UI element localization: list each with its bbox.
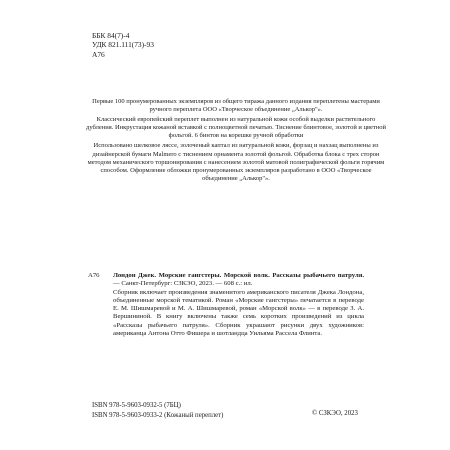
edition-note: Первые 100 пронумерованных экземпляров из общего тиража данного издания переплетены мастерами ручного переплета ООО «Творческое объединение „Алькор"». [92, 98, 380, 114]
bib-heading: Лондон Джек. Морские гангстеры. Морской волк. Рассказы рыбачьего патруля. [113, 272, 364, 279]
bib-imprint: — Санкт-Петербург: СЗКЭО, 2023. — 608 с.: ил. [113, 280, 253, 288]
copyright-notice: © СЗКЭО, 2023 [312, 410, 358, 417]
isbn-block [92, 401, 223, 420]
edition-notes [86, 98, 386, 185]
isbn-line: ISBN 978-5-9603-0933-2 (Кожаный переплет) [92, 411, 224, 419]
isbn-line: ISBN 978-5-9603-0932-5 (7БЦ) [92, 402, 181, 409]
edition-note: Классический европейский переплет выполнен из натуральной кожи особой выделки растительного дубления. Инкрустация кожаной вставкой с полноцветной печатью. Тиснение блинтовое, золотой и цветной фольгой. 6 бинтов на корешке ручной обработки [86, 116, 386, 140]
bib-index: А76 [88, 272, 100, 279]
bib-annotation: Сборник включает произведения знаменитого американского писателя Джека Лондона, объединенные морской тематикой. Роман «Морские гангстеры» печатается в переводе Е. М. Шишмаревой и М. А. Шишмаревой, роман «Морской волк» — в переводе З. А. Вершининой. В книгу включены также семь коротких произведений из цикла «Рассказы рыбачьего патруля». Сборник украшают рисунки двух художников: американца Антона Отто Фишера и шотландца Уильяма Рассела Флинта. [113, 288, 364, 338]
classification-codes [92, 31, 154, 59]
udk-code: УДК 821.111(73)-93 [92, 40, 154, 50]
author-mark: А76 [92, 49, 105, 59]
bib-body [113, 272, 364, 338]
edition-note: Использовано шелковое ляссе, золоченый каптал из натуральной кожи, форзац и нахзац выполнены из дизайнерской бумаги Malmero с тиснением орнамента золотой фольгой. Обработка блока с трех сторон методом механического торшонирования с нанесением золотой матовой полиграфической фольги горячим способом. Оформление обложки пронумерованных экземпляров разработано в ООО «Творческое объединение „Алькор"». [87, 142, 385, 182]
bbk-code: ББК 84(7)-4 [92, 31, 130, 40]
bibliographic-record [88, 272, 364, 338]
